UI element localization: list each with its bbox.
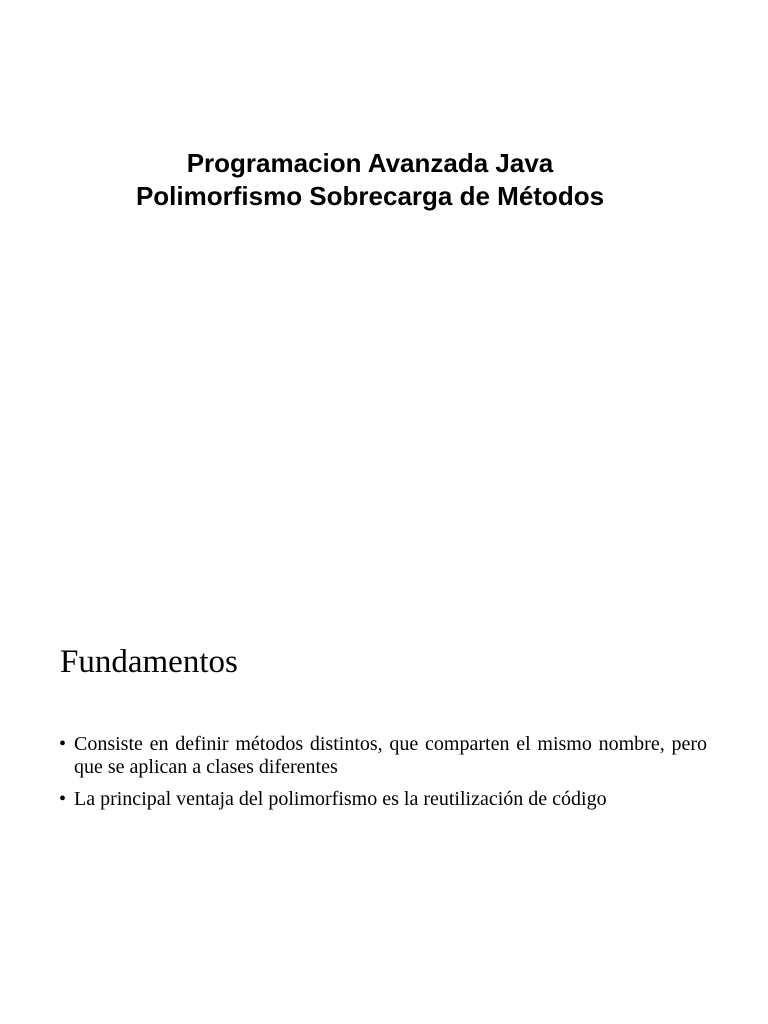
section-heading: Fundamentos [60,644,238,680]
list-item [59,733,707,779]
bullet-icon: • [59,733,67,755]
title-line-2: Polimorfismo Sobrecarga de Métodos [135,181,605,211]
slide-title [0,147,740,213]
title-line-1: Programacion Avanzada Java [186,148,554,178]
bullet-text: Consiste en definir métodos distintos, que comparten el mismo nombre, pero que se aplican a clases diferentes [74,733,707,778]
bullet-text: La principal ventaja del polimorfismo es la reutilización de código [74,788,607,810]
bullet-icon: • [59,788,67,810]
bullet-list [59,733,707,820]
list-item [59,788,707,811]
